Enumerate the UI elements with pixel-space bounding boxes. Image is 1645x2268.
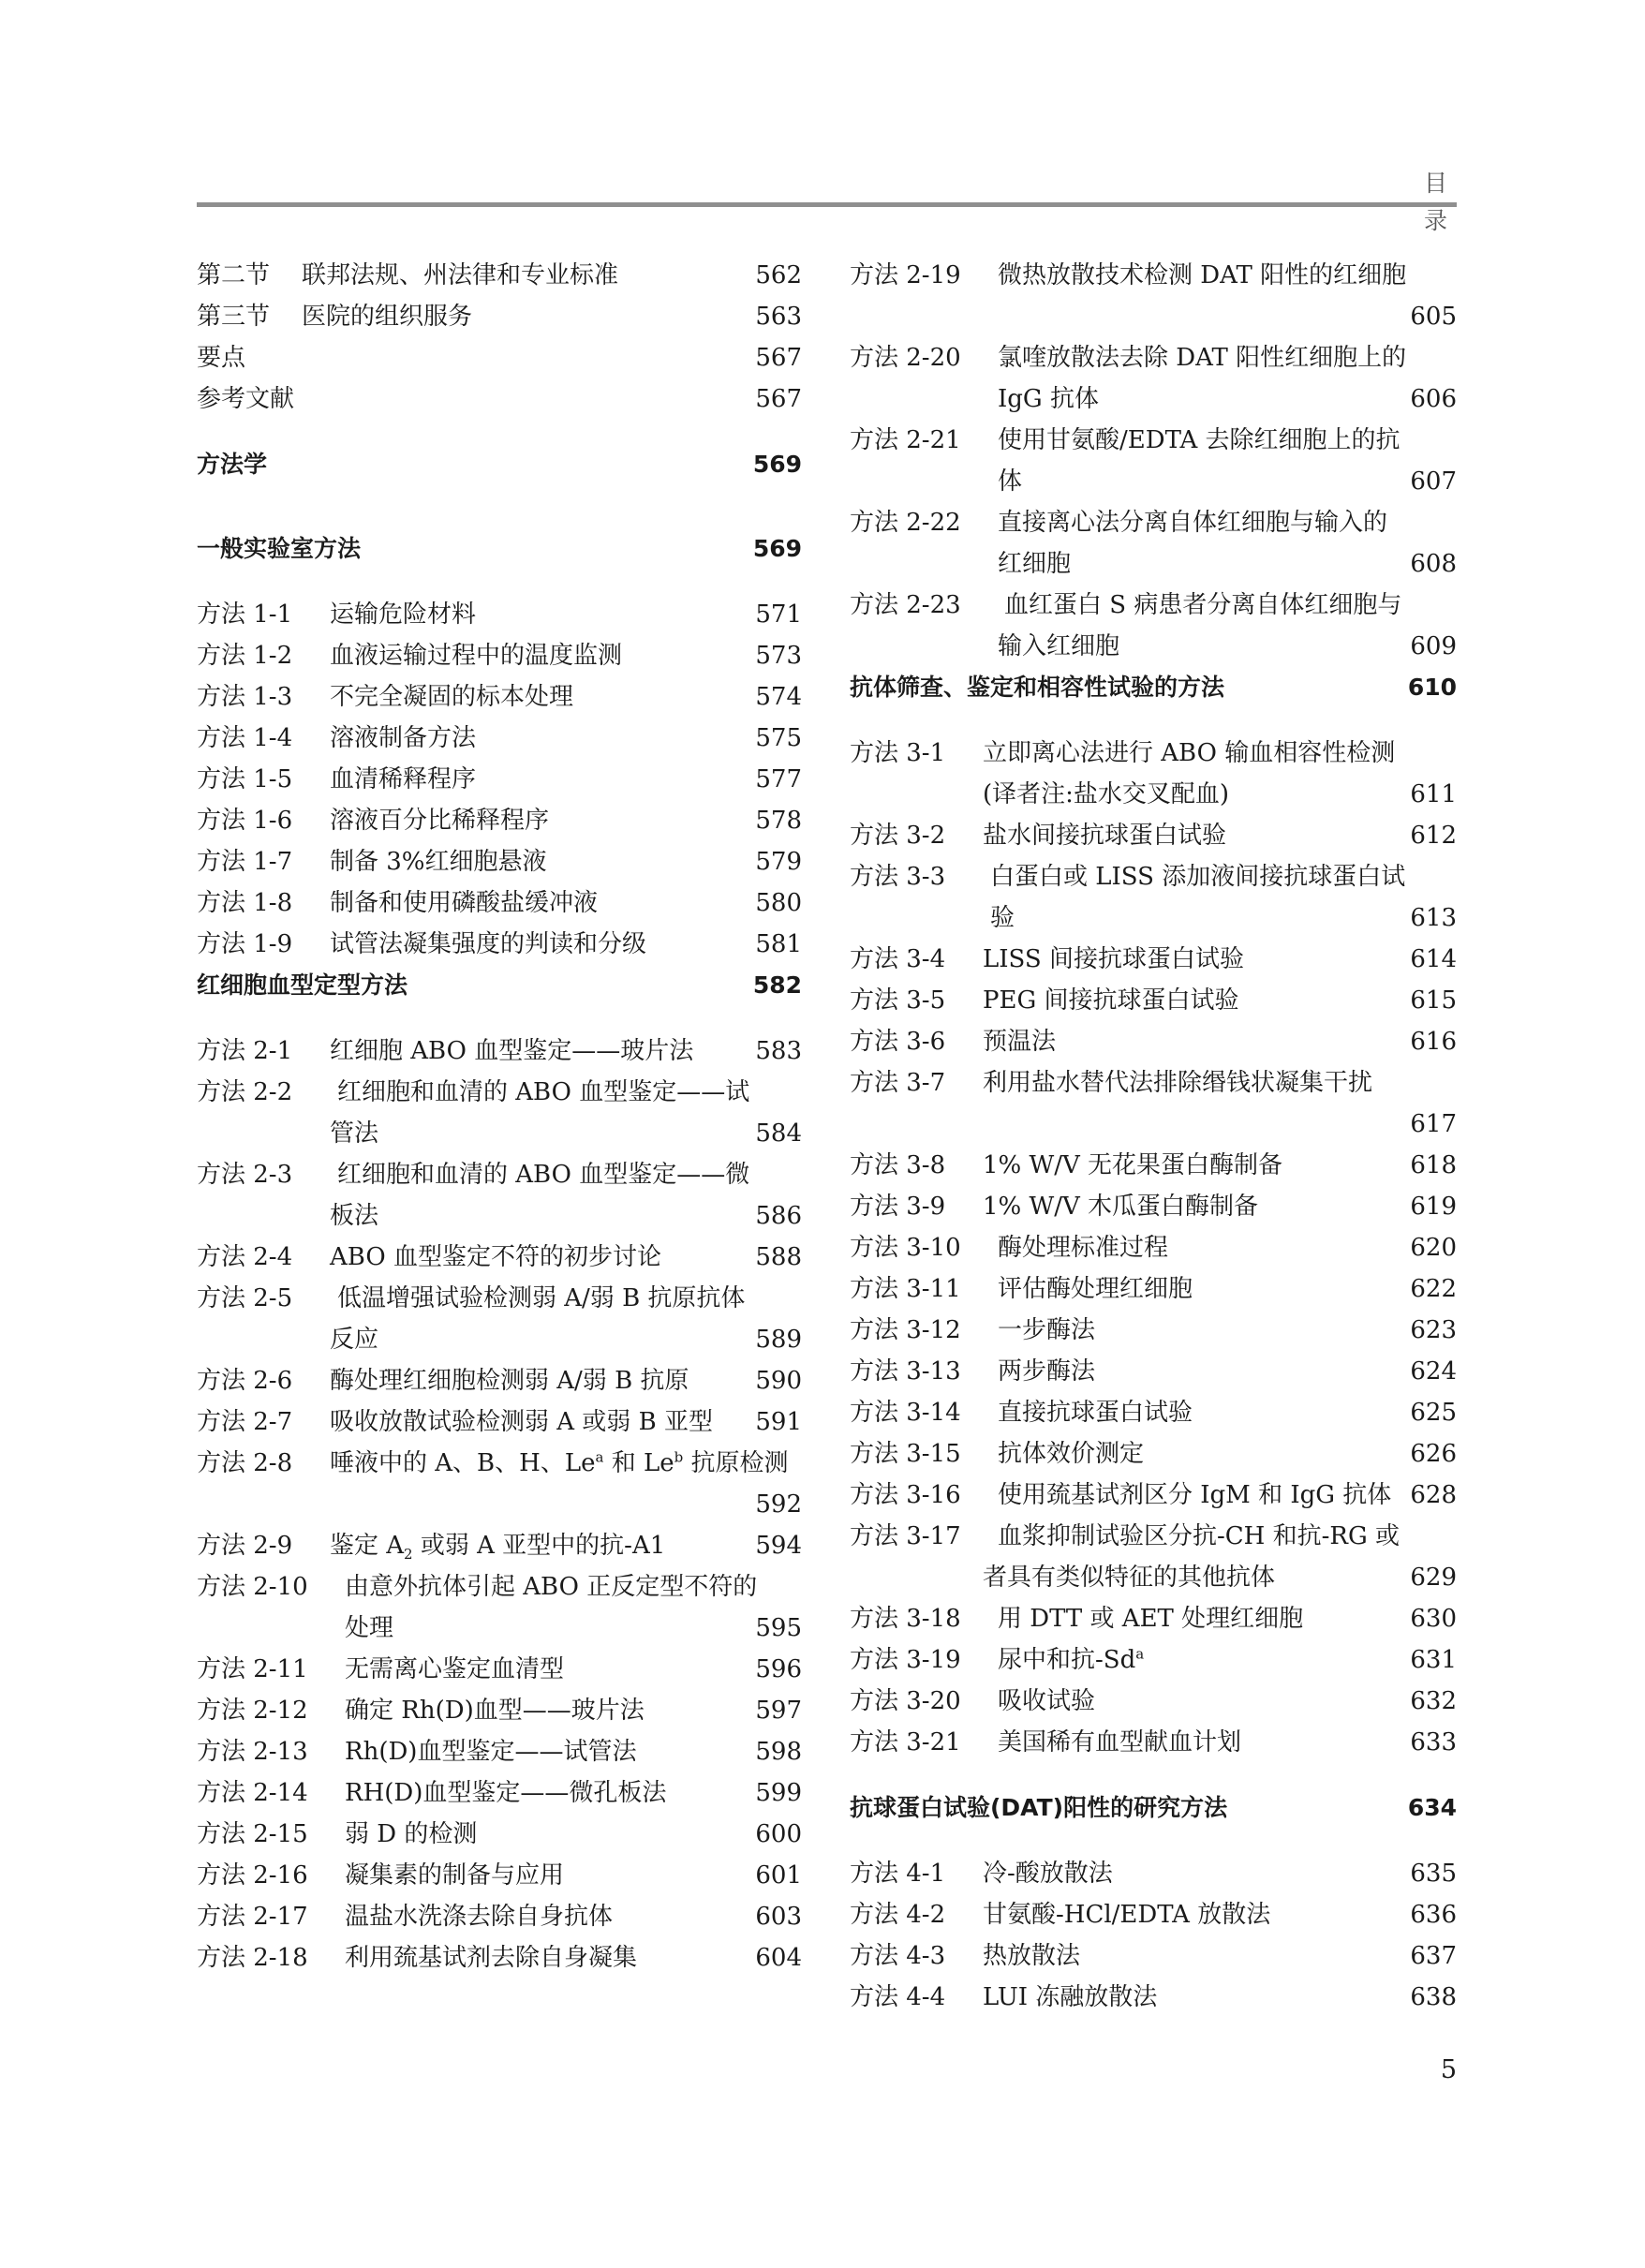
entry-title: 利用巯基试剂去除自身凝集	[345, 1944, 638, 1972]
entry-page: 633	[1410, 1728, 1457, 1757]
section-title: 一般实验室方法	[197, 535, 362, 562]
entry-title: 不完全凝固的标本处理	[330, 683, 574, 711]
entry-page: 578	[755, 807, 802, 835]
header-rule	[197, 202, 1457, 207]
entry-page: 637	[1410, 1942, 1457, 1970]
entry-page: 628	[1410, 1481, 1457, 1509]
entry-title: 鉴定 $A_2$ 或弱 A 亚型中的抗-A1	[330, 1532, 666, 1564]
entry-label: 第三节	[197, 303, 271, 331]
entry-page: 562	[755, 261, 802, 289]
toc-entry[interactable]	[197, 759, 802, 800]
toc-entry[interactable]	[197, 1030, 802, 1072]
entry-title: 要点	[197, 344, 246, 372]
entry-page: 611	[1410, 780, 1457, 808]
toc-entry[interactable]	[197, 1072, 802, 1154]
section-heading[interactable]	[197, 965, 802, 1006]
entry-title-continued: 者具有类似特征的其他抗体	[983, 1564, 1276, 1592]
toc-entry[interactable]	[197, 1855, 802, 1896]
entry-label: 方法 2-8	[197, 1449, 293, 1477]
toc-entry[interactable]	[197, 924, 802, 965]
entry-label: 方法 3-19	[850, 1646, 961, 1674]
entry-label: 方法 2-4	[197, 1243, 293, 1271]
entry-label: 方法 3-21	[850, 1728, 961, 1757]
toc-entry[interactable]	[850, 1722, 1457, 1763]
entry-title: 评估酶处理红细胞	[998, 1275, 1193, 1303]
toc-entry[interactable]	[197, 676, 802, 718]
entry-page: 616	[1410, 1028, 1457, 1056]
entry-label: 方法 4-2	[850, 1901, 946, 1929]
entry-page: 567	[755, 344, 802, 372]
entry-title: 温盐水洗涤去除自身抗体	[345, 1903, 614, 1931]
entry-title: 微热放散技术检测 DAT 阳性的红细胞	[998, 261, 1407, 289]
entry-title: 运输危险材料	[330, 600, 477, 629]
entry-title: LISS 间接抗球蛋白试验	[983, 945, 1244, 973]
entry-page: 636	[1410, 1901, 1457, 1929]
toc-entry[interactable]	[197, 594, 802, 635]
toc-entry[interactable]	[850, 815, 1457, 856]
entry-label: 方法 2-3	[197, 1161, 293, 1189]
entry-page: 609	[1410, 632, 1457, 660]
entry-page: 626	[1410, 1440, 1457, 1468]
entry-label: 方法 2-1	[197, 1037, 293, 1065]
entry-page: 635	[1410, 1860, 1457, 1888]
entry-label: 方法 3-16	[850, 1481, 961, 1509]
entry-title-continued: 管法	[330, 1119, 379, 1148]
toc-entry[interactable]	[850, 939, 1457, 980]
entry-page: 573	[755, 642, 802, 670]
entry-title: 无需离心鉴定血清型	[345, 1655, 565, 1683]
section-heading[interactable]	[197, 444, 802, 485]
toc-entry[interactable]	[850, 1475, 1457, 1516]
entry-page: 614	[1410, 945, 1457, 973]
toc-entry[interactable]	[850, 255, 1457, 337]
entry-title: 立即离心法进行 ABO 输血相容性检测	[983, 739, 1396, 767]
entry-label: 方法 2-20	[850, 344, 961, 372]
entry-page: 631	[1410, 1646, 1457, 1674]
section-page: 610	[1407, 674, 1457, 701]
entry-label: 方法 2-18	[197, 1944, 308, 1972]
toc-entry[interactable]	[850, 1433, 1457, 1475]
entry-page: 613	[1410, 904, 1457, 932]
entry-page: 592	[755, 1490, 802, 1519]
entry-label: 方法 3-8	[850, 1151, 946, 1179]
entry-title: 溶液百分比稀释程序	[330, 807, 550, 835]
entry-title: LUI 冻融放散法	[983, 1983, 1158, 2011]
entry-page: 625	[1410, 1399, 1457, 1427]
entry-label: 方法 3-11	[850, 1275, 961, 1303]
entry-page: 620	[1410, 1234, 1457, 1262]
entry-title-continued: 处理	[345, 1614, 394, 1642]
toc-entry[interactable]	[850, 733, 1457, 815]
toc-entry[interactable]	[197, 337, 802, 378]
entry-title: 低温增强试验检测弱 A/弱 B 抗原抗体	[337, 1284, 746, 1312]
entry-title: PEG 间接抗球蛋白试验	[983, 986, 1239, 1015]
toc-entry[interactable]	[850, 420, 1457, 502]
entry-page: 605	[1410, 303, 1457, 331]
section-heading[interactable]	[850, 1787, 1457, 1829]
entry-page: 583	[755, 1037, 802, 1065]
toc-entry[interactable]	[850, 1392, 1457, 1433]
entry-title: RH(D)血型鉴定——微孔板法	[345, 1779, 667, 1807]
entry-title: 白蛋白或 LISS 添加液间接抗球蛋白试	[990, 863, 1406, 891]
section-heading[interactable]	[197, 528, 802, 570]
toc-entry[interactable]	[197, 378, 802, 420]
toc-left-column	[197, 255, 802, 1979]
entry-label: 方法 3-3	[850, 863, 946, 891]
entry-page: 624	[1410, 1357, 1457, 1386]
toc-entry[interactable]	[850, 1021, 1457, 1062]
toc-entry[interactable]	[197, 1566, 802, 1649]
entry-page: 575	[755, 724, 802, 752]
entry-page: 623	[1410, 1316, 1457, 1344]
entry-label: 方法 3-15	[850, 1440, 961, 1468]
entry-page: 632	[1410, 1687, 1457, 1715]
entry-title: 热放散法	[983, 1942, 1081, 1970]
entry-title-continued: 板法	[330, 1202, 379, 1230]
entry-page: 606	[1410, 385, 1457, 413]
entry-title: 红细胞和血清的 ABO 血型鉴定——试	[337, 1078, 750, 1106]
entry-label: 方法 3-13	[850, 1357, 961, 1386]
entry-title: 美国稀有血型献血计划	[998, 1728, 1242, 1757]
entry-label: 方法 1-7	[197, 848, 293, 876]
entry-title-continued: 输入红细胞	[998, 632, 1120, 660]
toc-entry[interactable]	[850, 1516, 1457, 1598]
entry-label: 方法 2-16	[197, 1861, 308, 1890]
entry-page: 563	[755, 303, 802, 331]
entry-title: 红细胞和血清的 ABO 血型鉴定——微	[337, 1161, 750, 1189]
entry-title-continued: 红细胞	[998, 550, 1072, 578]
entry-title-continued: IgG 抗体	[998, 385, 1099, 413]
entry-label: 方法 1-9	[197, 930, 293, 958]
entry-label: 方法 2-12	[197, 1697, 308, 1725]
entry-title-continued: 验	[990, 904, 1015, 932]
entry-title: 试管法凝集强度的判读和分级	[330, 930, 647, 958]
entry-label: 方法 2-23	[850, 591, 961, 619]
entry-label: 方法 3-7	[850, 1069, 946, 1097]
entry-title: 冷-酸放散法	[983, 1860, 1113, 1888]
entry-page: 603	[755, 1903, 802, 1931]
toc-entry[interactable]	[850, 1186, 1457, 1227]
entry-label: 方法 3-5	[850, 986, 946, 1015]
toc-entry[interactable]	[850, 1145, 1457, 1186]
entry-page: 629	[1410, 1564, 1457, 1592]
entry-title: 利用盐水替代法排除缗钱状凝集干扰	[983, 1069, 1373, 1097]
toc-entry[interactable]	[850, 1310, 1457, 1351]
entry-label: 方法 2-10	[197, 1573, 308, 1601]
entry-title: 制备和使用磷酸盐缓冲液	[330, 889, 599, 917]
toc-right-column	[850, 255, 1457, 2018]
entry-label: 方法 1-6	[197, 807, 293, 835]
entry-title: 溶液制备方法	[330, 724, 477, 752]
entry-title: 血红蛋白 S 病患者分离自体红细胞与	[1004, 591, 1402, 619]
entry-label: 方法 2-2	[197, 1078, 293, 1106]
entry-label: 方法 3-18	[850, 1605, 961, 1633]
entry-title: 弱 D 的检测	[345, 1820, 478, 1848]
entry-page: 604	[755, 1944, 802, 1972]
entry-label: 方法 2-21	[850, 426, 961, 454]
entry-title: 酶处理标准过程	[998, 1234, 1169, 1262]
entry-title: 用 DTT 或 AET 处理红细胞	[998, 1605, 1304, 1633]
toc-entry[interactable]	[850, 1639, 1457, 1681]
toc-entry[interactable]	[197, 882, 802, 924]
entry-page: 577	[755, 765, 802, 793]
entry-label: 方法 1-5	[197, 765, 293, 793]
toc-entry[interactable]	[197, 1649, 802, 1690]
entry-label: 方法 4-1	[850, 1860, 946, 1888]
toc-entry[interactable]	[197, 1814, 802, 1855]
entry-label: 方法 1-2	[197, 642, 293, 670]
entry-page: 594	[755, 1532, 802, 1560]
entry-title: Rh(D)血型鉴定——试管法	[345, 1738, 637, 1766]
entry-page: 638	[1410, 1983, 1457, 2011]
entry-label: 方法 4-3	[850, 1942, 946, 1970]
entry-page: 586	[755, 1202, 802, 1230]
section-title: 红细胞血型定型方法	[197, 971, 408, 999]
entry-label: 方法 3-4	[850, 945, 946, 973]
entry-label: 方法 2-14	[197, 1779, 308, 1807]
toc-entry[interactable]	[197, 1896, 802, 1937]
entry-title: 确定 Rh(D)血型——玻片法	[345, 1697, 645, 1725]
entry-label: 方法 3-9	[850, 1193, 946, 1221]
page-number: 5	[1440, 2055, 1457, 2084]
toc-entry[interactable]	[850, 856, 1457, 939]
entry-label: 方法 2-11	[197, 1655, 308, 1683]
toc-entry[interactable]	[850, 585, 1457, 667]
entry-title: ABO 血型鉴定不符的初步讨论	[330, 1243, 661, 1271]
entry-title: 甘氨酸-HCl/EDTA 放散法	[983, 1901, 1271, 1929]
entry-page: 595	[755, 1614, 802, 1642]
entry-page: 590	[755, 1367, 802, 1395]
toc-entry[interactable]	[850, 1268, 1457, 1310]
entry-page: 591	[755, 1408, 802, 1436]
entry-page: 581	[755, 930, 802, 958]
entry-page: 599	[755, 1779, 802, 1807]
entry-label: 方法 3-6	[850, 1028, 946, 1056]
entry-label: 第二节	[197, 261, 271, 289]
entry-title: 使用巯基试剂区分 IgM 和 IgG 抗体	[998, 1481, 1392, 1509]
toc-entry[interactable]	[850, 1227, 1457, 1268]
toc-entry[interactable]	[850, 502, 1457, 585]
entry-page: 608	[1410, 550, 1457, 578]
section-title: 方法学	[197, 451, 268, 478]
entry-label: 方法 1-3	[197, 683, 293, 711]
toc-entry[interactable]	[197, 1360, 802, 1401]
entry-page: 607	[1410, 467, 1457, 496]
entry-title: 直接离心法分离自体红细胞与输入的	[998, 509, 1388, 537]
toc-entry[interactable]	[197, 255, 802, 296]
entry-page: 596	[755, 1655, 802, 1683]
section-heading[interactable]	[850, 667, 1457, 708]
toc-entry[interactable]	[850, 1894, 1457, 1935]
entry-title: 预温法	[983, 1028, 1057, 1056]
entry-title: 一步酶法	[998, 1316, 1096, 1344]
entry-title: 1% W/V 木瓜蛋白酶制备	[983, 1193, 1259, 1221]
entry-label: 方法 2-17	[197, 1903, 308, 1931]
toc-entry[interactable]	[850, 1598, 1457, 1639]
entry-page: 618	[1410, 1151, 1457, 1179]
entry-page: 579	[755, 848, 802, 876]
toc-entry[interactable]	[850, 1853, 1457, 1894]
toc-entry[interactable]	[197, 1154, 802, 1237]
section-page: 634	[1407, 1794, 1457, 1821]
entry-label: 方法 2-6	[197, 1367, 293, 1395]
entry-title: 1% W/V 无花果蛋白酶制备	[983, 1151, 1283, 1179]
entry-title: 尿中和抗-Sd$^a$	[998, 1645, 1145, 1674]
entry-page: 630	[1410, 1605, 1457, 1633]
entry-label: 方法 3-17	[850, 1522, 961, 1550]
toc-entry[interactable]	[197, 296, 802, 337]
section-page: 582	[752, 971, 802, 999]
entry-title: 两步酶法	[998, 1357, 1096, 1386]
entry-page: 622	[1410, 1275, 1457, 1303]
entry-label: 方法 2-19	[850, 261, 961, 289]
entry-label: 方法 4-4	[850, 1983, 946, 2011]
toc-entry[interactable]	[850, 1935, 1457, 1977]
entry-title: 医院的组织服务	[302, 303, 473, 331]
entry-page: 588	[755, 1243, 802, 1271]
running-header: 目 录	[1423, 170, 1457, 234]
entry-title: 血清稀释程序	[330, 765, 477, 793]
entry-page: 567	[755, 385, 802, 413]
entry-page: 580	[755, 889, 802, 917]
entry-page: 615	[1410, 986, 1457, 1015]
entry-page: 598	[755, 1738, 802, 1766]
entry-label: 方法 2-5	[197, 1284, 293, 1312]
entry-page: 612	[1410, 822, 1457, 850]
entry-title: 血浆抑制试验区分抗-CH 和抗-RG 或	[998, 1522, 1400, 1550]
toc-entry[interactable]	[197, 635, 802, 676]
entry-title: 抗体效价测定	[998, 1440, 1145, 1468]
toc-entry[interactable]	[197, 1731, 802, 1772]
entry-page: 619	[1410, 1193, 1457, 1221]
entry-page: 597	[755, 1697, 802, 1725]
toc-entry[interactable]	[197, 841, 802, 882]
entry-title: 盐水间接抗球蛋白试验	[983, 822, 1227, 850]
entry-title: 凝集素的制备与应用	[345, 1861, 565, 1890]
entry-page: 574	[755, 683, 802, 711]
entry-title-continued: (译者注:盐水交叉配血)	[983, 780, 1230, 808]
toc-entry[interactable]	[850, 980, 1457, 1021]
toc-entry[interactable]	[197, 1525, 802, 1566]
toc-entry[interactable]	[850, 1977, 1457, 2018]
entry-title: 直接抗球蛋白试验	[998, 1399, 1193, 1427]
entry-page: 584	[755, 1119, 802, 1148]
entry-page: 600	[755, 1820, 802, 1848]
entry-title: 联邦法规、州法律和专业标准	[302, 261, 619, 289]
section-title: 抗体筛查、鉴定和相容性试验的方法	[850, 674, 1225, 701]
toc-entry[interactable]	[197, 1690, 802, 1731]
toc-entry[interactable]	[850, 337, 1457, 420]
section-title: 抗球蛋白试验(DAT)阳性的研究方法	[850, 1794, 1228, 1821]
entry-title-continued: 反应	[330, 1326, 379, 1354]
entry-label: 方法 3-1	[850, 739, 946, 767]
entry-label: 方法 3-2	[850, 822, 946, 850]
toc-entry[interactable]	[197, 718, 802, 759]
toc-entry[interactable]	[197, 1937, 802, 1979]
entry-title: 血液运输过程中的温度监测	[330, 642, 623, 670]
entry-title: 由意外抗体引起 ABO 正反定型不符的	[345, 1573, 758, 1601]
entry-title: 酶处理红细胞检测弱 A/弱 B 抗原	[330, 1367, 689, 1395]
entry-page: 589	[755, 1326, 802, 1354]
toc-entry[interactable]	[197, 1401, 802, 1443]
entry-title: 红细胞 ABO 血型鉴定——玻片法	[330, 1037, 694, 1065]
toc-entry[interactable]	[197, 1237, 802, 1278]
entry-label: 方法 2-22	[850, 509, 961, 537]
entry-title: 吸收放散试验检测弱 A 或弱 B 亚型	[330, 1408, 713, 1436]
toc-entry[interactable]	[197, 800, 802, 841]
entry-title-continued: 体	[998, 467, 1023, 496]
section-page: 569	[752, 451, 802, 478]
toc-entry[interactable]	[197, 1278, 802, 1360]
entry-title: 氯喹放散法去除 DAT 阳性红细胞上的	[998, 344, 1407, 372]
entry-label: 方法 3-10	[850, 1234, 961, 1262]
entry-page: 617	[1410, 1110, 1457, 1138]
toc-entry[interactable]	[197, 1443, 802, 1525]
entry-label: 方法 1-4	[197, 724, 293, 752]
section-page: 569	[752, 535, 802, 562]
entry-label: 方法 3-20	[850, 1687, 961, 1715]
toc-entry[interactable]	[850, 1062, 1457, 1145]
entry-label: 方法 1-8	[197, 889, 293, 917]
toc-entry[interactable]	[850, 1351, 1457, 1392]
entry-label: 方法 3-12	[850, 1316, 961, 1344]
entry-label: 方法 3-14	[850, 1399, 961, 1427]
entry-label: 方法 2-15	[197, 1820, 308, 1848]
entry-label: 方法 2-9	[197, 1532, 293, 1560]
toc-entry[interactable]	[850, 1681, 1457, 1722]
toc-entry[interactable]	[197, 1772, 802, 1814]
entry-title: 吸收试验	[998, 1687, 1096, 1715]
entry-title: 参考文献	[197, 385, 295, 413]
entry-label: 方法 2-13	[197, 1738, 308, 1766]
entry-label: 方法 1-1	[197, 600, 293, 629]
entry-title: 使用甘氨酸/EDTA 去除红细胞上的抗	[998, 426, 1400, 454]
entry-page: 571	[755, 600, 802, 629]
entry-page: 601	[755, 1861, 802, 1890]
entry-title: 制备 3%红细胞悬液	[330, 848, 547, 876]
entry-label: 方法 2-7	[197, 1408, 293, 1436]
entry-title: 唾液中的 A、B、H、Le$^a$ 和 Le$^b$ 抗原检测	[330, 1448, 789, 1477]
